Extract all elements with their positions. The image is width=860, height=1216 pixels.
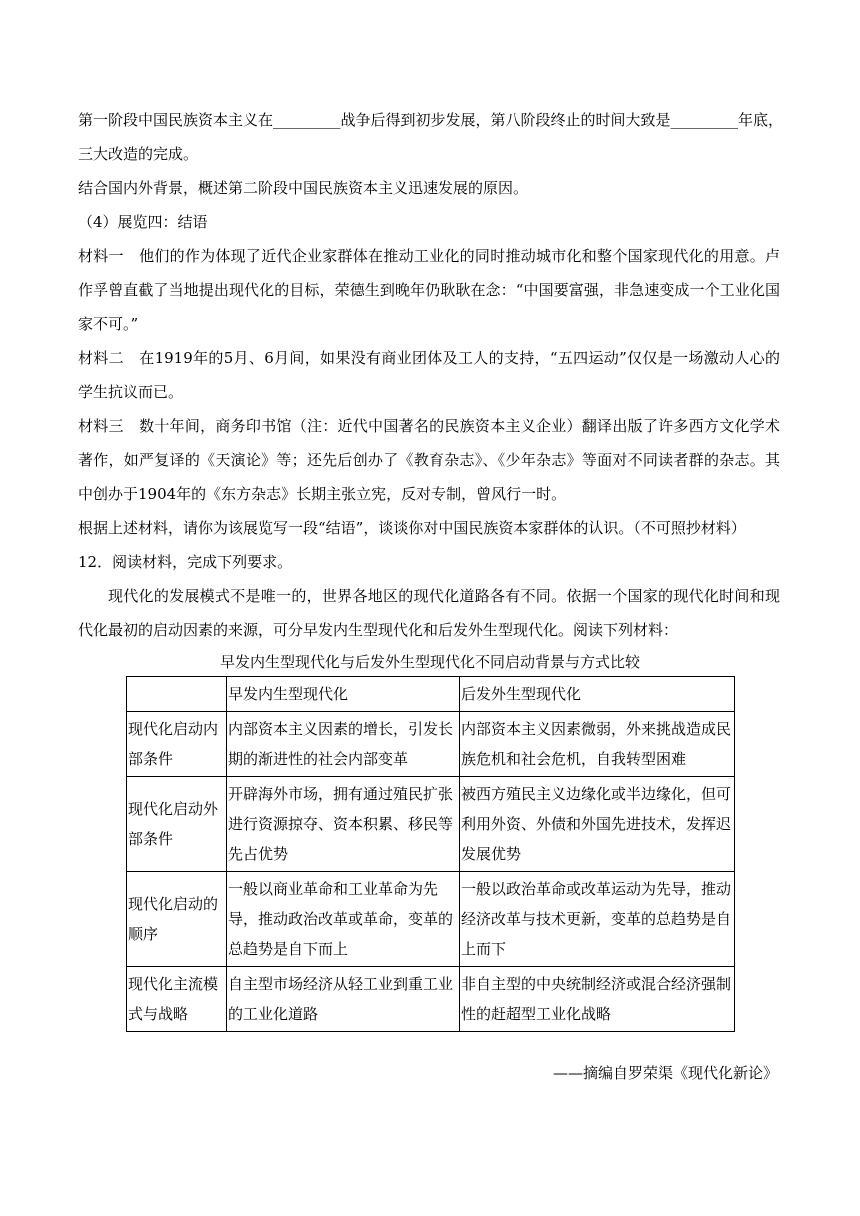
cell-late: 被西方殖民主义边缘化或半边缘化，但可利用外资、外债和外国先进技术，发挥迟发展优势 (460, 777, 735, 872)
table-caption: 早发内生型现代化与后发外生型现代化不同启动背景与方式比较 (219, 653, 640, 671)
cell-late: 内部资本主义因素微弱，外来挑战造成民族危机和社会危机，自我转型困难 (460, 712, 735, 777)
paragraph-question-reasons: 结合国内外背景，概述第二阶段中国民族资本主义迅速发展的原因。 (78, 179, 529, 197)
table-header-cell: 早发内生型现代化 (227, 677, 460, 712)
row-label: 现代化主流模式与战略 (127, 967, 227, 1032)
material-three: 材料三 数十年间，商务印书馆（注：近代中国著名的民族资本主义企业）翻译出版了许多西方文化学术著作，如严复译的《天演论》等；还先后创办了《教育杂志》、《少年杂志》等面对不同读者群的杂志。其中创办于1904年的《东方杂志》长期主张立宪，反对专制，曾风行一时。 (78, 417, 780, 503)
cell-early: 一般以商业革命和工业革命为先导，推动政治改革或革命，变革的总趋势是自下而上 (227, 872, 460, 967)
cell-early: 自主型市场经济从轻工业到重工业的工业化道路 (227, 967, 460, 1032)
modernization-intro: 现代化的发展模式不是唯一的，世界各地区的现代化道路各有不同。依据一个国家的现代化时间和现代化最初的启动因素的来源，可分早发内生型现代化和后发外生型现代化。阅读下列材料： (78, 587, 780, 639)
table-row (127, 712, 735, 777)
material-one: 材料一 他们的作为体现了近代企业家群体在推动工业化的同时推动城市化和整个国家现代化的用意。卢作孚曾直截了当地提出现代化的目标，荣德生到晚年仍耿耿在念：“中国要富强，非急速变成一个工业化国家不可。” (78, 247, 780, 333)
paragraph-blank-question-line1: 第一阶段中国民族资本主义在_________战争后得到初步发展，第八阶段终止的时间大致是_________年底， (78, 111, 784, 129)
cell-early: 内部资本主义因素的增长，引发长期的渐进性的社会内部变革 (227, 712, 460, 777)
question-12-heading: 12．阅读材料，完成下列要求。 (78, 553, 293, 571)
cell-late: 一般以政治革命或改革运动为先导，推动经济改革与技术更新，变革的总趋势是自上而下 (460, 872, 735, 967)
material-two: 材料二 在1919年的5月、6月间，如果没有商业团体及工人的支持，“五四运动”仅仅是一场激动人心的学生抗议而已。 (78, 349, 780, 401)
section-heading-conclusion: （4）展览四：结语 (78, 213, 208, 231)
table-header-row (127, 677, 735, 712)
cell-late: 非自主型的中央统制经济或混合经济强制性的赶超型工业化战略 (460, 967, 735, 1032)
row-label: 现代化启动外部条件 (127, 777, 227, 872)
table-header-cell: 后发外生型现代化 (460, 677, 735, 712)
paragraph-blank-question-line2: 三大改造的完成。 (78, 145, 199, 163)
row-label: 现代化启动内部条件 (127, 712, 227, 777)
table-row (127, 967, 735, 1032)
table-header-cell (127, 677, 227, 712)
row-label: 现代化启动的顺序 (127, 872, 227, 967)
table-row (127, 872, 735, 967)
source-citation: ——摘编自罗荣渠《现代化新论》 (552, 1064, 778, 1082)
question-write-conclusion: 根据上述材料，请你为该展览写一段“结语”，谈谈你对中国民族资本家群体的认识。（不可照抄材料） (78, 519, 746, 537)
cell-early: 开辟海外市场，拥有通过殖民扩张进行资源掠夺、资本积累、移民等先占优势 (227, 777, 460, 872)
table-row (127, 777, 735, 872)
comparison-table (126, 676, 735, 1032)
